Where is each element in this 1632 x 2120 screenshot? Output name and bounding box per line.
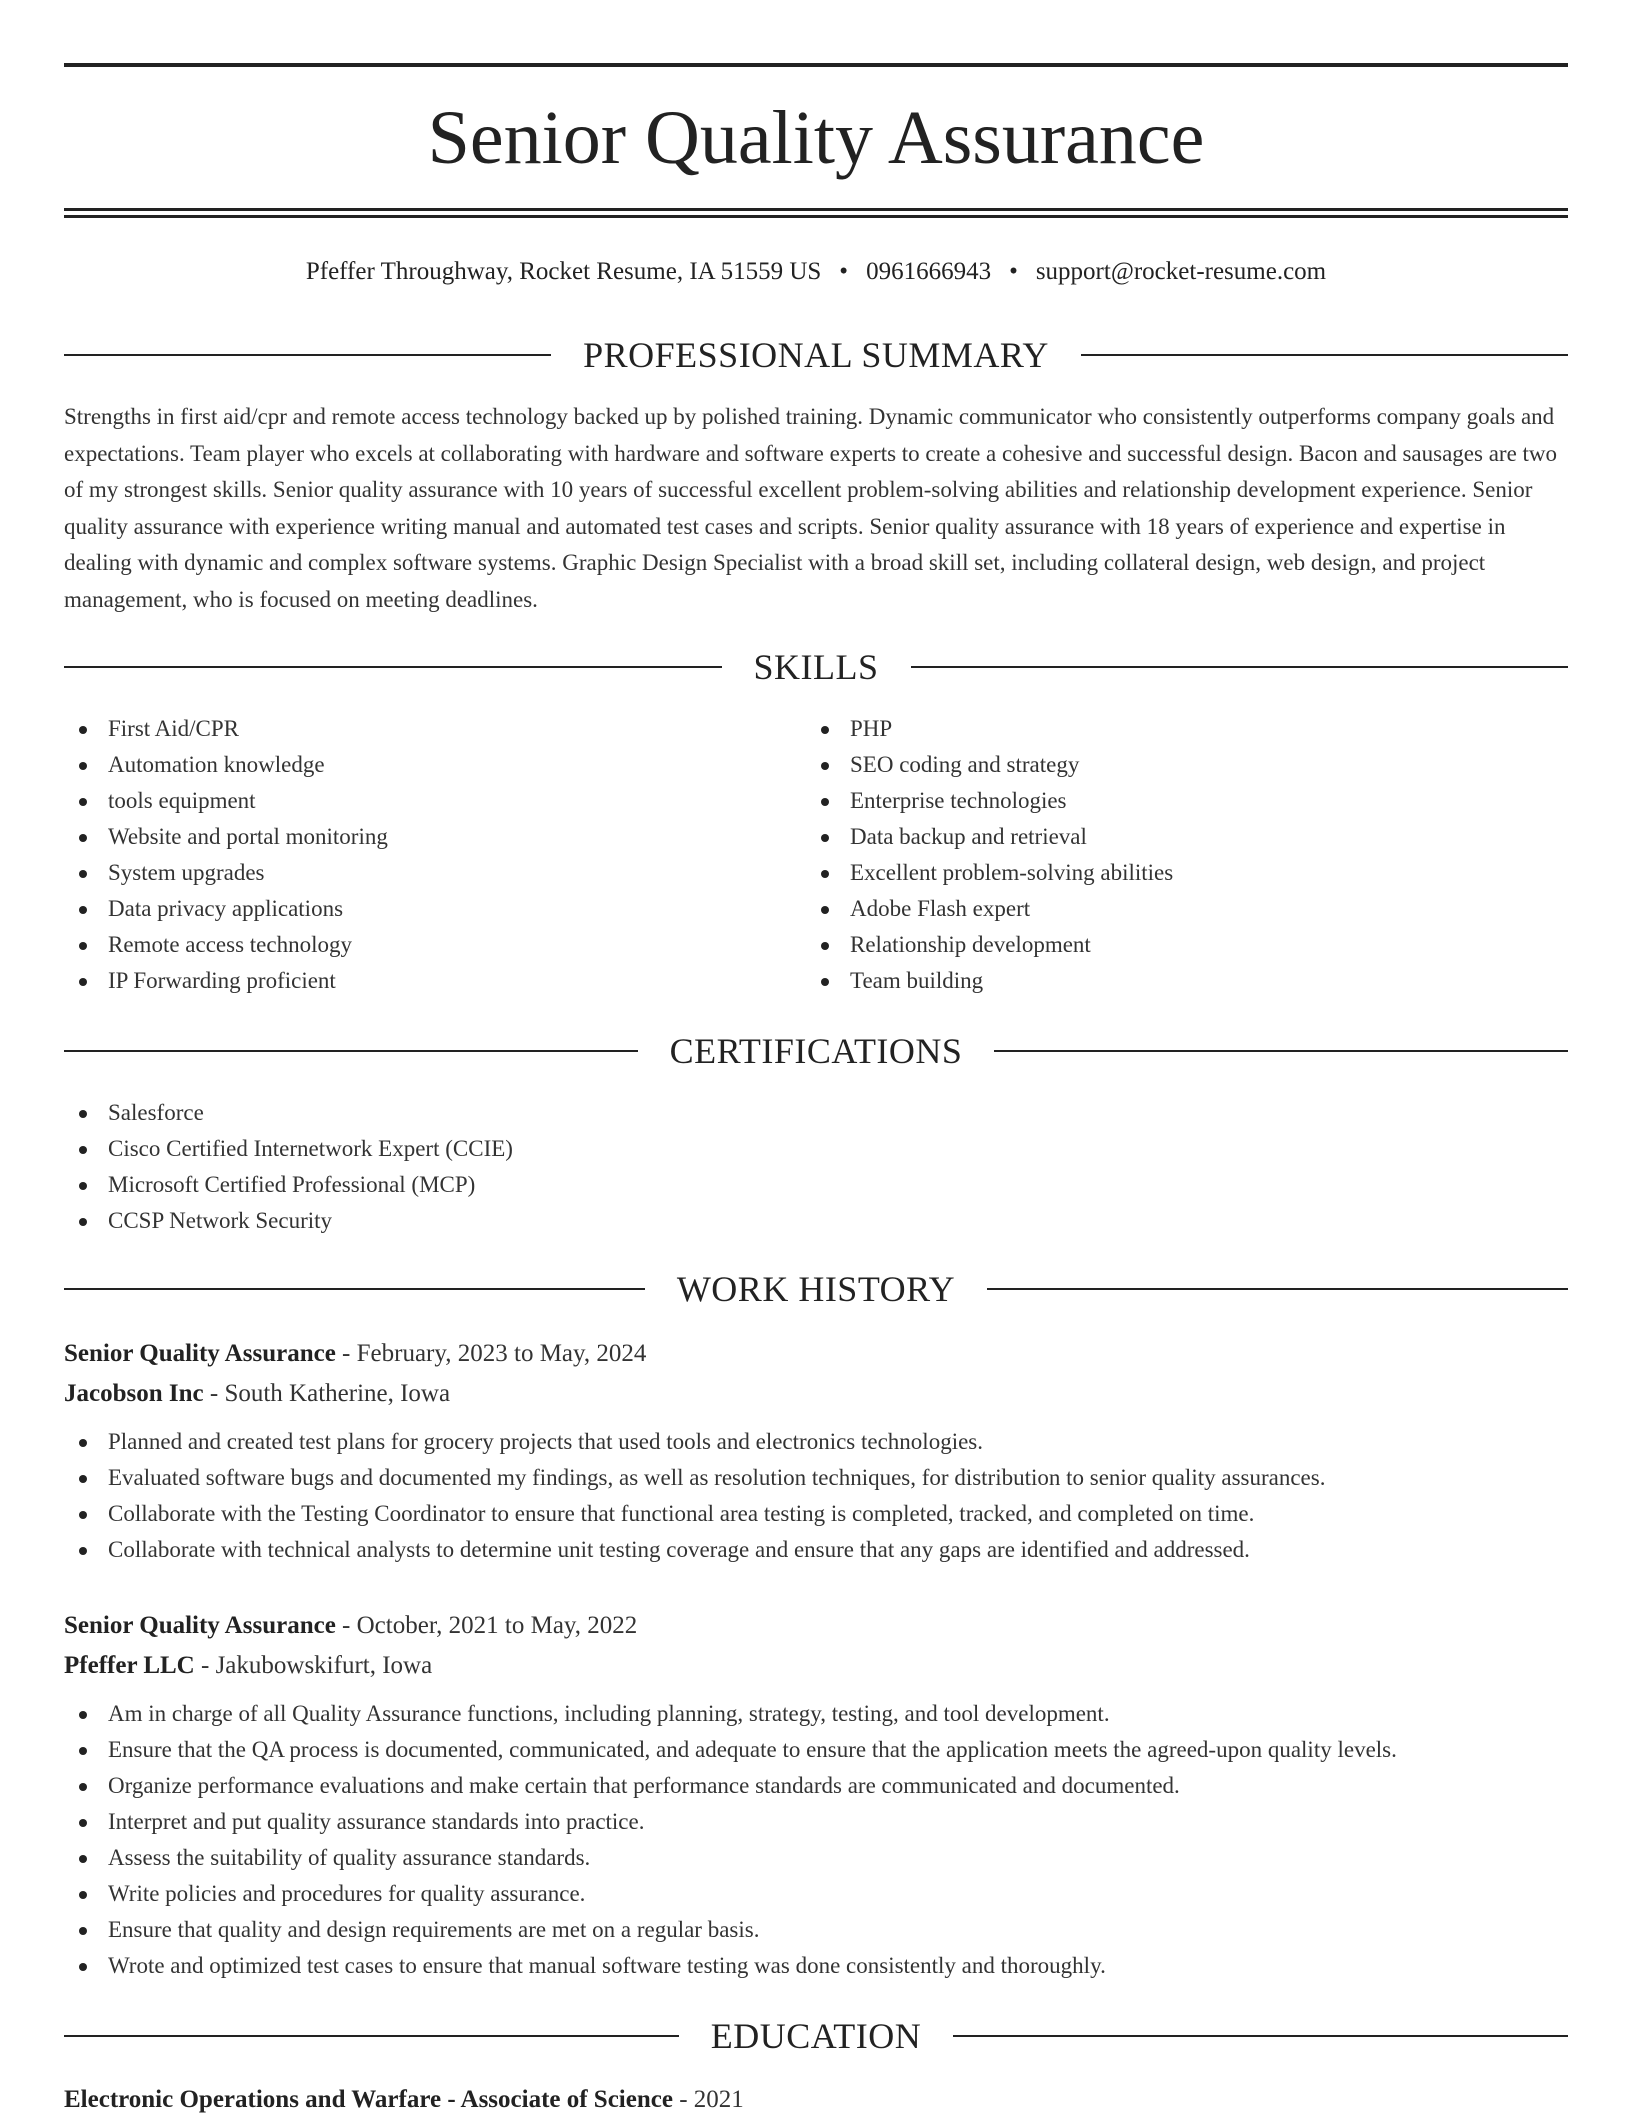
heading-label: WORK HISTORY [676, 1269, 956, 1309]
title-double-rule [64, 208, 1568, 218]
heading-rule [1081, 354, 1568, 356]
job-bullets [64, 1424, 1568, 1568]
job-company-line [64, 1374, 1568, 1414]
contact-separator: • [839, 258, 849, 285]
heading-label: PROFESSIONAL SUMMARY [583, 335, 1049, 375]
contact-email: support@rocket-resume.com [1035, 258, 1327, 285]
list-item: Automation knowledge [64, 747, 764, 783]
contact-line [64, 254, 1568, 290]
job-bullets [64, 1696, 1568, 1984]
list-item: Organize performance evaluations and make certain that performance standards are communicated and documented. [64, 1768, 1568, 1804]
top-rule [64, 63, 1568, 67]
list-item: Ensure that the QA process is documented, communicated, and adequate to ensure that the application meets the agreed-upon quality levels. [64, 1732, 1568, 1768]
job-location: - Jakubowskifurt, Iowa [194, 1652, 433, 1679]
list-item: SEO coding and strategy [806, 747, 1506, 783]
list-item: Wrote and optimized test cases to ensure that manual software testing was done consistently and thoroughly. [64, 1948, 1568, 1984]
education-degree: Electronic Operations and Warfare - Associate of Science [64, 2086, 673, 2113]
education-year: - 2021 [672, 2086, 744, 2113]
job-company: Jacobson Inc [64, 1380, 204, 1407]
job-location: - South Katherine, Iowa [203, 1380, 451, 1407]
heading-rule [987, 1288, 1568, 1290]
list-item: PHP [806, 711, 1506, 747]
list-item: Data backup and retrieval [806, 819, 1506, 855]
list-item: Am in charge of all Quality Assurance functions, including planning, strategy, testing, and tool development. [64, 1696, 1568, 1732]
list-item: Interpret and put quality assurance standards into practice. [64, 1804, 1568, 1840]
list-item: CCSP Network Security [64, 1203, 1464, 1239]
heading-label: EDUCATION [710, 2016, 922, 2056]
job-dates: - February, 2023 to May, 2024 [335, 1340, 647, 1367]
section-heading-certifications [64, 1029, 1568, 1073]
job-title-line [64, 1606, 1568, 1646]
summary-text: Strengths in first aid/cpr and remote access technology backed up by polished training. Dynamic communicator who consistently outperforms company goals and expectations. Team player who excels at collaborating with hardware and software experts to create a cohesive and successful design. Bacon and sausages are two of my strongest skills. Senior quality assurance with 10 years of successful excellent problem-solving abilities and relationship development experience. Senior quality assurance with experience writing manual and automated test cases and scripts. Senior quality assurance with 18 years of experience and expertise in dealing with dynamic and complex software systems. Graphic Design Specialist with a broad skill set, including collateral design, web design, and project management, who is focused on meeting deadlines. [64, 404, 1558, 612]
job-title-line [64, 1334, 1568, 1374]
contact-separator: • [1009, 258, 1018, 285]
education-entry [64, 2080, 1568, 2120]
list-item: Assess the suitability of quality assurance standards. [64, 1840, 1568, 1876]
section-heading-education [64, 2014, 1568, 2058]
list-item: Planned and created test plans for grocery projects that used tools and electronics technologies. [64, 1424, 1568, 1460]
list-item: First Aid/CPR [64, 711, 764, 747]
heading-rule [64, 666, 722, 668]
heading-rule [64, 1050, 638, 1052]
list-item: Evaluated software bugs and documented my findings, as well as resolution techniques, for distribution to senior quality assurances. [64, 1460, 1568, 1496]
heading-label: CERTIFICATIONS [669, 1031, 963, 1071]
heading-rule [911, 666, 1569, 668]
list-item: Ensure that quality and design requirements are met on a regular basis. [64, 1912, 1568, 1948]
work-entry [64, 1334, 1568, 1568]
contact-address: Pfeffer Throughway, Rocket Resume, IA 51559 US [305, 258, 822, 285]
list-item: Collaborate with technical analysts to determine unit testing coverage and ensure that any gaps are identified and addressed. [64, 1532, 1568, 1568]
list-item: Collaborate with the Testing Coordinator to ensure that functional area testing is completed, tracked, and completed on time. [64, 1496, 1568, 1532]
heading-rule [994, 1050, 1568, 1052]
section-heading-skills [64, 645, 1568, 689]
heading-rule [64, 1288, 645, 1290]
list-item: System upgrades [64, 855, 764, 891]
heading-rule [64, 354, 551, 356]
heading-label: SKILLS [753, 647, 879, 687]
list-item: Salesforce [64, 1095, 1464, 1131]
job-company: Pfeffer LLC [64, 1652, 195, 1679]
skills-list-right [806, 711, 1506, 999]
contact-phone: 0961666943 [866, 258, 992, 285]
list-item: Write policies and procedures for quality assurance. [64, 1876, 1568, 1912]
list-item: Relationship development [806, 927, 1506, 963]
work-entry [64, 1606, 1568, 1984]
section-heading-work-history [64, 1267, 1568, 1311]
resume-title: Senior Quality Assurance [427, 96, 1205, 180]
job-company-line [64, 1646, 1568, 1686]
heading-rule [64, 2035, 679, 2037]
list-item: Excellent problem-solving abilities [806, 855, 1506, 891]
list-item: Data privacy applications [64, 891, 764, 927]
heading-rule [953, 2035, 1568, 2037]
certifications-list [64, 1095, 1464, 1239]
list-item: Website and portal monitoring [64, 819, 764, 855]
skills-list-left [64, 711, 764, 999]
list-item: tools equipment [64, 783, 764, 819]
list-item: Adobe Flash expert [806, 891, 1506, 927]
list-item: Remote access technology [64, 927, 764, 963]
list-item: Microsoft Certified Professional (MCP) [64, 1167, 1464, 1203]
job-title: Senior Quality Assurance [64, 1340, 336, 1367]
job-dates: - October, 2021 to May, 2022 [335, 1612, 638, 1639]
list-item: IP Forwarding proficient [64, 963, 764, 999]
list-item: Team building [806, 963, 1506, 999]
job-title: Senior Quality Assurance [64, 1612, 336, 1639]
list-item: Cisco Certified Internetwork Expert (CCIE) [64, 1131, 1464, 1167]
list-item: Enterprise technologies [806, 783, 1506, 819]
section-heading-summary [64, 333, 1568, 377]
